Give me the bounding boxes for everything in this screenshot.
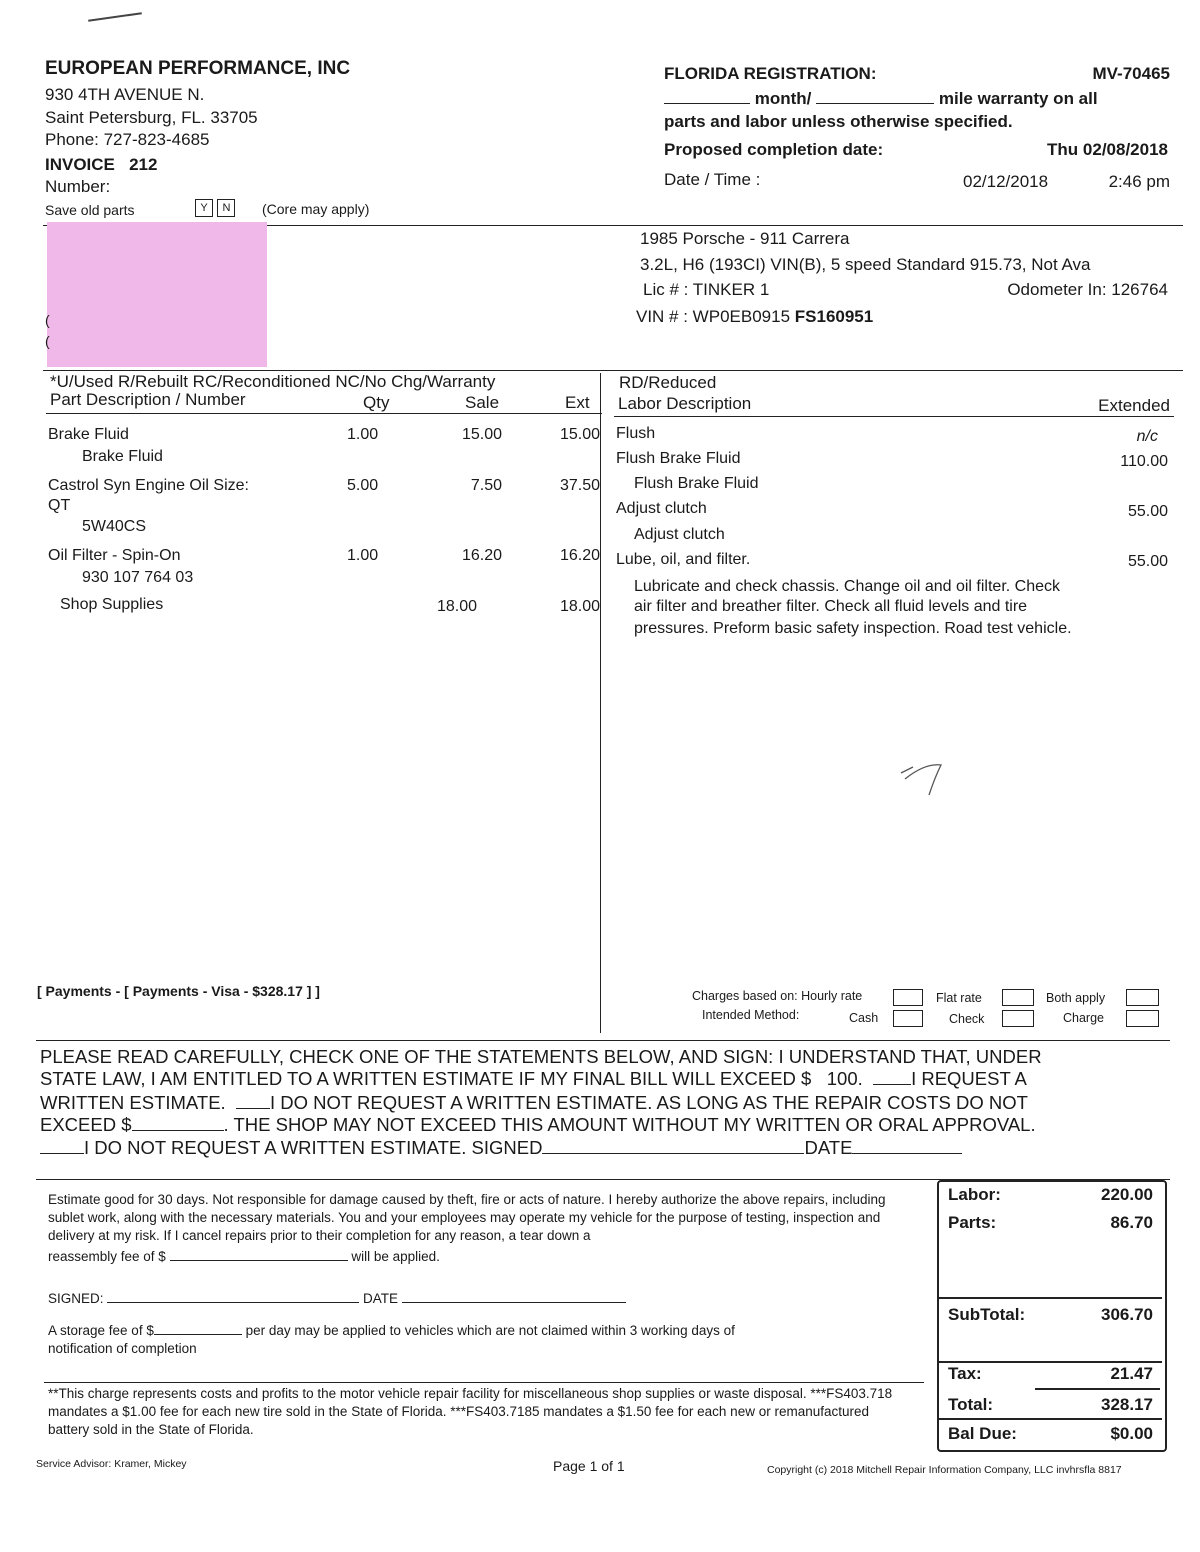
vehicle-odometer: Odometer In: 126764	[1007, 280, 1168, 299]
part-ext: 18.00	[559, 598, 600, 615]
invoice-number: 212	[129, 155, 158, 174]
shop-name: EUROPEAN PERFORMANCE, INC	[45, 58, 351, 79]
part-sale: 15.00	[461, 426, 502, 443]
check-label: Check	[949, 1012, 985, 1026]
parts-total: 86.70	[1110, 1213, 1153, 1232]
col-ext: Ext	[565, 393, 590, 412]
statement-line1: PLEASE READ CAREFULLY, CHECK ONE OF THE STATEMENTS BELOW, AND SIGN: I UNDERSTAND THAT, UNDER	[40, 1046, 1042, 1067]
disclaimer-text: **This charge represents costs and profits to the motor vehicle repair facility for miscellaneous shop supplies or waste disposal. ***FS403.718 mandates a $1.00 fee for each new tire sold in the State of Florida. ***FS403.7185 mandates a $1.50 fee for each new or remanufactured battery sold in the State of Florida.	[48, 1386, 893, 1437]
shop-phone: Phone: 727-823-4685	[45, 130, 210, 149]
statement-date-line[interactable]	[852, 1153, 962, 1154]
invoice-label	[45, 155, 157, 175]
parts-total-label: Parts:	[948, 1213, 997, 1232]
part-qty: 1.00	[347, 426, 379, 443]
mv-number: MV-70465	[1092, 64, 1170, 83]
handwritten-mark	[895, 755, 955, 800]
statement-line2	[40, 1068, 1027, 1090]
no-checkbox[interactable]: N	[217, 199, 235, 217]
statement-line3-b: I DO NOT REQUEST A WRITTEN ESTIMATE. AS LONG AS THE REPAIR COSTS DO NOT	[269, 1092, 1028, 1113]
statement-line4-a: EXCEED $	[40, 1114, 132, 1135]
statement-request-text: I REQUEST A	[911, 1068, 1027, 1089]
service-advisor: Service Advisor: Kramer, Mickey	[36, 1458, 187, 1470]
signature-line[interactable]	[107, 1302, 359, 1303]
total-value: 328.17	[1101, 1395, 1153, 1414]
labor-detail-2: air filter and breather filter. Check all fluid levels and tire	[634, 598, 1028, 615]
save-old-parts-label: Save old parts	[45, 202, 135, 218]
statement-line4	[40, 1114, 1036, 1136]
charges-based-on-label: Charges based on:	[692, 989, 798, 1003]
number-label: Number:	[45, 177, 111, 196]
part-sub: 930 107 764 03	[82, 569, 194, 586]
labor-detail-1: Lubricate and check chassis. Change oil and oil filter. Check	[634, 578, 1061, 595]
labor-total-label: Labor:	[948, 1185, 1001, 1204]
core-note: (Core may apply)	[262, 201, 370, 217]
bal-due-label: Bal Due:	[948, 1424, 1017, 1443]
col-labor-desc: Labor Description	[618, 394, 752, 413]
rd-legend: RD/Reduced	[619, 373, 717, 392]
warranty-line1	[664, 89, 1098, 109]
statement-line5	[40, 1137, 962, 1159]
redaction-block	[47, 222, 267, 367]
payments-line: [ Payments - [ Payments - Visa - $328.17 ] ]	[37, 983, 320, 999]
part-name: Oil Filter - Spin-On	[48, 547, 181, 564]
no-request-blank[interactable]	[40, 1153, 84, 1154]
col-sale: Sale	[465, 393, 500, 412]
month-label: month/	[754, 89, 812, 108]
cash-label: Cash	[849, 1011, 879, 1025]
proposed-date: Thu 02/08/2018	[1047, 140, 1168, 159]
labor-detail: Flush Brake Fluid	[634, 475, 759, 492]
labor-total: 220.00	[1101, 1185, 1153, 1204]
statement-line3	[40, 1092, 1028, 1114]
labor-detail-3: pressures. Preform basic safety inspection. Road test vehicle.	[634, 620, 1072, 637]
column-divider	[600, 373, 601, 1033]
part-name: Brake Fluid	[48, 426, 129, 443]
datetime-label: Date / Time :	[664, 170, 761, 189]
columns-top-divider	[43, 370, 1183, 371]
vin-label: VIN # : WP0EB0915	[636, 307, 791, 326]
total-label: Total:	[948, 1395, 994, 1414]
labor-amount: 55.00	[1127, 553, 1168, 570]
statement-date-label: DATE	[804, 1137, 853, 1158]
part-name-2: QT	[48, 497, 71, 514]
col-extended: Extended	[1098, 396, 1170, 415]
storage-fee	[48, 1323, 735, 1338]
statement-line3-a: WRITTEN ESTIMATE.	[40, 1092, 226, 1113]
part-sale: 16.20	[461, 547, 502, 564]
save-old-parts-boxes	[195, 198, 235, 217]
copyright: Copyright (c) 2018 Mitchell Repair Information Company, LLC invhrsfla 8817	[767, 1464, 1122, 1476]
pen-mark	[88, 12, 142, 21]
flat-checkbox[interactable]	[1002, 989, 1034, 1007]
page-number: Page 1 of 1	[553, 1458, 625, 1474]
check-checkbox[interactable]	[1002, 1010, 1034, 1028]
part-ext: 15.00	[559, 426, 600, 443]
labor-header-underline	[614, 416, 1174, 417]
reassembly-label: reassembly fee of $	[48, 1249, 166, 1264]
signed-label: SIGNED:	[48, 1291, 104, 1306]
part-qty: 1.00	[347, 547, 379, 564]
redaction-tick-2: (	[45, 333, 50, 349]
charge-checkbox[interactable]	[1126, 1010, 1159, 1028]
statement-line5-a: I DO NOT REQUEST A WRITTEN ESTIMATE. SIGNED	[84, 1137, 543, 1158]
shop-address1: 930 4TH AVENUE N.	[45, 85, 205, 104]
time-value: 2:46 pm	[1108, 172, 1170, 191]
subtotal-value: 306.70	[1101, 1305, 1153, 1324]
tax-underline	[1035, 1388, 1160, 1390]
col-qty: Qty	[363, 393, 390, 412]
part-name: Castrol Syn Engine Oil Size:	[48, 477, 249, 494]
statement-signature-line[interactable]	[542, 1153, 804, 1154]
part-sub: Brake Fluid	[82, 448, 163, 465]
registration-label: FLORIDA REGISTRATION:	[664, 64, 877, 83]
date-label: DATE	[363, 1291, 399, 1306]
disclaimer-divider	[44, 1382, 924, 1383]
date-value: 02/12/2018	[963, 172, 1049, 191]
labor-amount: 55.00	[1127, 503, 1168, 520]
labor-amount: 110.00	[1120, 453, 1168, 470]
reassembly-applied: will be applied.	[351, 1249, 440, 1264]
terms-reassembly	[48, 1249, 440, 1264]
charge-label: Charge	[1063, 1011, 1104, 1025]
proposed-label: Proposed completion date:	[664, 140, 884, 159]
no-request-limit-blank[interactable]	[236, 1108, 270, 1109]
date-line[interactable]	[402, 1302, 626, 1303]
totals-divider-1	[938, 1297, 1162, 1299]
col-part-desc: Part Description / Number	[50, 390, 246, 409]
both-checkbox[interactable]	[1126, 989, 1159, 1007]
labor-title: Adjust clutch	[616, 500, 707, 517]
intended-label: Intended Method:	[702, 1008, 800, 1022]
storage-label: A storage fee of $	[48, 1323, 154, 1338]
tax-label: Tax:	[948, 1364, 982, 1383]
statement-line4-b: . THE SHOP MAY NOT EXCEED THIS AMOUNT WITHOUT MY WRITTEN OR ORAL APPROVAL.	[223, 1114, 1036, 1135]
charges-based-on	[692, 989, 862, 1003]
part-ext: 37.50	[559, 477, 600, 494]
labor-amount: n/c	[1136, 428, 1158, 445]
warranty-line2: parts and labor unless otherwise specified.	[664, 112, 1013, 131]
storage-fee-2: notification of completion	[48, 1341, 197, 1356]
cash-checkbox[interactable]	[893, 1010, 923, 1028]
vin-bold: FS160951	[794, 307, 874, 326]
labor-detail: Adjust clutch	[634, 526, 725, 543]
redaction-tick-1: (	[45, 312, 50, 328]
totals-divider-3	[938, 1418, 1162, 1420]
statement-line2-text: STATE LAW, I AM ENTITLED TO A WRITTEN ESTIMATE IF MY FINAL BILL WILL EXCEED $	[40, 1068, 812, 1089]
storage-fee-line[interactable]	[154, 1334, 242, 1335]
request-estimate-blank[interactable]	[873, 1084, 911, 1085]
parts-legend: *U/Used R/Rebuilt RC/Reconditioned NC/No Chg/Warranty	[50, 372, 496, 391]
yes-checkbox[interactable]: Y	[195, 199, 213, 217]
part-sub: 5W40CS	[82, 518, 147, 535]
tax-value: 21.47	[1110, 1364, 1153, 1383]
parts-header-underline	[46, 413, 602, 414]
terms-signed	[48, 1291, 626, 1306]
terms-paragraph: Estimate good for 30 days. Not responsible for damage caused by theft, fire or acts of nature. I hereby authorize the above repairs, including sublet work, along with the necessary materials. You and your employees may operate my vehicle for the purpose of testing, inspection and delivery at my risk. If I cancel repairs prior to their completion for any reason, a tear down a	[48, 1192, 886, 1243]
storage-text: per day may be applied to vehicles which are not claimed within 3 working days of	[245, 1323, 735, 1338]
part-ext: 16.20	[559, 547, 600, 564]
subtotal-label: SubTotal:	[948, 1305, 1026, 1324]
vehicle-lic: Lic # : TINKER 1	[643, 280, 770, 299]
vehicle-line2: 3.2L, H6 (193CI) VIN(B), 5 speed Standard 915.73, Not Ava	[640, 255, 1091, 274]
both-label: Both apply	[1046, 991, 1106, 1005]
part-sale: 7.50	[470, 477, 502, 494]
estimate-amount: 100.	[826, 1068, 863, 1089]
labor-title: Lube, oil, and filter.	[616, 551, 751, 568]
hourly-checkbox[interactable]	[893, 989, 923, 1007]
vehicle-line1: 1985 Porsche - 911 Carrera	[640, 229, 850, 248]
bal-due-value: $0.00	[1110, 1424, 1153, 1443]
part-qty: 5.00	[347, 477, 379, 494]
warranty-text: mile warranty on all	[938, 89, 1098, 108]
exceed-amount-blank[interactable]	[132, 1130, 224, 1131]
shop-address2: Saint Petersburg, FL. 33705	[45, 108, 258, 127]
labor-title: Flush	[616, 425, 656, 442]
labor-title: Flush Brake Fluid	[616, 450, 741, 467]
statement-top-divider	[36, 1040, 1170, 1041]
part-name: Shop Supplies	[60, 596, 164, 613]
part-sale: 18.00	[436, 598, 477, 615]
flat-label: Flat rate	[936, 991, 982, 1005]
vehicle-vin	[636, 307, 873, 327]
totals-divider-2	[938, 1361, 1162, 1363]
invoice-label-text: INVOICE	[45, 155, 115, 174]
reassembly-fee-line[interactable]	[170, 1260, 348, 1261]
hourly-label: Hourly rate	[801, 989, 863, 1003]
